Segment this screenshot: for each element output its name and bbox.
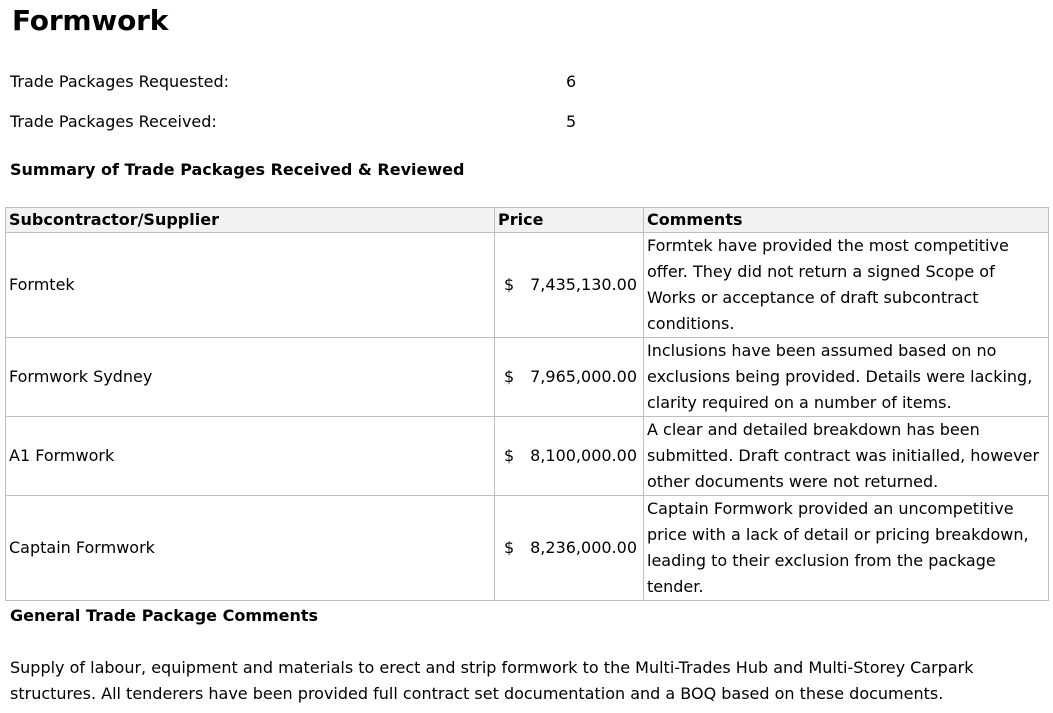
price-cell bbox=[495, 338, 644, 417]
table-row bbox=[6, 496, 1049, 601]
comment-cell: Inclusions have been assumed based on no exclusions being provided. Details were lacking, clarity required on a number of items. bbox=[644, 338, 1049, 417]
general-comments-text: Supply of labour, equipment and materials to erect and strip formwork to the Multi-Trades Hub and Multi-Storey Carpark structures. All tenderers have been provided full contract set documentation and a BOQ based on these documents. bbox=[10, 658, 974, 703]
price-cell bbox=[495, 233, 644, 338]
table-row bbox=[6, 417, 1049, 496]
supplier-cell: Captain Formwork bbox=[6, 496, 495, 601]
table-header-row bbox=[6, 208, 1049, 233]
price-amount: 7,965,000.00 bbox=[530, 367, 637, 386]
comment-cell: A clear and detailed breakdown has been submitted. Draft contract was initialled, however other documents were not returned. bbox=[644, 417, 1049, 496]
comment-cell: Formtek have provided the most competitive offer. They did not return a signed Scope of Works or acceptance of draft subcontract conditions. bbox=[644, 233, 1049, 338]
price-amount: 8,100,000.00 bbox=[530, 446, 637, 465]
currency-symbol: $ bbox=[504, 446, 515, 465]
header-comments: Comments bbox=[644, 208, 1049, 233]
supplier-cell: Formwork Sydney bbox=[6, 338, 495, 417]
packages-received-value: 5 bbox=[566, 112, 577, 131]
summary-heading: Summary of Trade Packages Received & Reviewed bbox=[10, 160, 465, 179]
general-comments-heading: General Trade Package Comments bbox=[10, 606, 319, 625]
header-price: Price bbox=[495, 208, 644, 233]
comment-cell: Captain Formwork provided an uncompetitive price with a lack of detail or pricing breakdown, leading to their exclusion from the package tender. bbox=[644, 496, 1049, 601]
supplier-cell: Formtek bbox=[6, 233, 495, 338]
table-row bbox=[6, 338, 1049, 417]
price-amount: 7,435,130.00 bbox=[530, 275, 637, 294]
price-cell bbox=[495, 417, 644, 496]
currency-symbol: $ bbox=[504, 275, 515, 294]
currency-symbol: $ bbox=[504, 538, 515, 557]
trade-packages-table bbox=[5, 207, 1049, 601]
page-title: Formwork bbox=[12, 4, 169, 37]
currency-symbol: $ bbox=[504, 367, 515, 386]
packages-requested-label: Trade Packages Requested: bbox=[10, 72, 230, 91]
supplier-cell: A1 Formwork bbox=[6, 417, 495, 496]
packages-requested-value: 6 bbox=[566, 72, 577, 91]
price-cell bbox=[495, 496, 644, 601]
packages-received-label: Trade Packages Received: bbox=[10, 112, 217, 131]
header-supplier: Subcontractor/Supplier bbox=[6, 208, 495, 233]
table-row bbox=[6, 233, 1049, 338]
price-amount: 8,236,000.00 bbox=[530, 538, 637, 557]
